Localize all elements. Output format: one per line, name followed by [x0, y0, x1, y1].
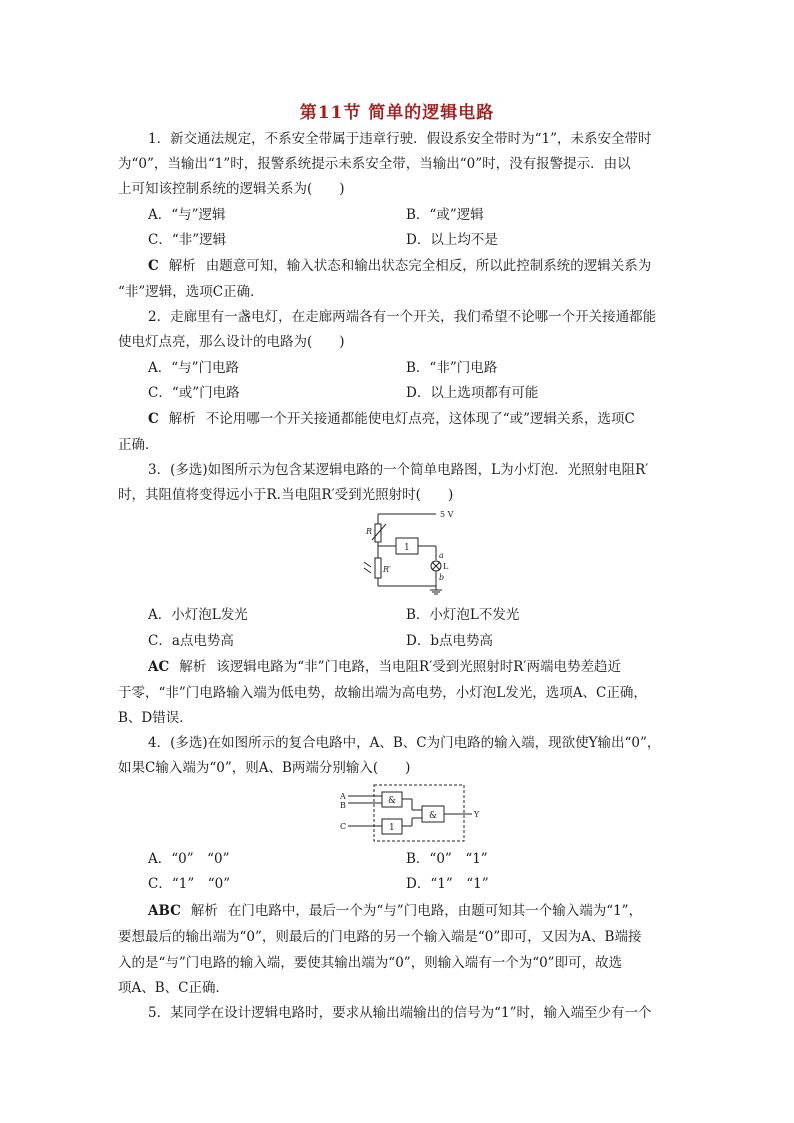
q1-solution-text: 由题意可知，输入状态和输出状态完全相反，所以此控制系统的逻辑关系为 — [205, 258, 652, 274]
q1-line-2: 为“0”，当输出“1”时，报警系统提示未系安全带，当输出“0”时，没有报警提示．由以 — [118, 156, 631, 172]
q1-option-a: A．“与”逻辑 — [148, 207, 226, 223]
q1-option-c: C．“非”逻辑 — [148, 232, 227, 248]
q3-gate-label: 1 — [404, 543, 410, 553]
q2-option-a: A．“与”门电路 — [148, 360, 240, 376]
q3-option-b: B．小灯泡L不发光 — [406, 607, 520, 623]
q2-option-d: D．以上选项都有可能 — [406, 385, 539, 401]
q4-or-gate-label: 1 — [389, 823, 395, 833]
q4-option-d: D．“1” “1” — [406, 876, 489, 892]
q3-line-2: 时，其阻值将变得远小于R.当电阻R′受到光照射时( ) — [118, 487, 454, 503]
q3-point-b-label: b — [439, 573, 445, 582]
q4-logic-diagram — [338, 782, 488, 844]
q4-input-b-label: B — [340, 801, 346, 810]
q1-option-d: D．以上均不是 — [406, 232, 498, 248]
q2-answer: C — [148, 411, 159, 427]
q1-solution-line-2: “非”逻辑，选项C正确． — [118, 284, 264, 300]
q4-line-2: 如果C输入端为“0”，则A、B两端分别输入( ) — [118, 760, 411, 776]
q3-line-1: 3．(多选)如图所示为包含某逻辑电路的一个简单电路图，L为小灯泡．光照射电阻R′ — [148, 462, 649, 478]
q4-option-b: B．“0” “1” — [406, 851, 488, 867]
q3-point-a-label: a — [439, 551, 444, 560]
q4-solution-line-2: 要想最后的输出端为“0”，则最后的门电路的另一个输入端是“0”即可，又因为A、B端接 — [118, 929, 642, 945]
q3-voltage-label: 5 V — [440, 510, 454, 519]
q4-solution-text: 在门电路中，最后一个为“与”门电路，由题可知其一个输入端为“1”， — [227, 903, 643, 919]
q1-option-b: B．“或”逻辑 — [406, 207, 484, 223]
q1-solution-line-1 — [148, 257, 651, 275]
q4-option-a: A．“0” “0” — [148, 851, 230, 867]
q3-option-a: A．小灯泡L发光 — [148, 607, 248, 623]
q2-analysis-label: 解析 — [168, 411, 196, 427]
q4-input-a-label: A — [340, 792, 346, 801]
q2-option-c: C．“或”门电路 — [148, 385, 240, 401]
q4-line-1: 4．(多选)在如图所示的复合电路中，A、B、C为门电路的输入端，现欲使Y输出“0”， — [148, 735, 661, 751]
q2-line-1: 2．走廊里有一盏电灯，在走廊两端各有一个开关，我们希望不论哪一个开关接通都能 — [148, 309, 657, 325]
q1-answer: C — [148, 258, 159, 274]
q4-option-c: C．“1” “0” — [148, 876, 231, 892]
q4-solution-line-1 — [148, 902, 642, 920]
q3-solution-line-3: B、D错误． — [118, 710, 193, 726]
q3-circuit-diagram — [358, 506, 468, 598]
q2-option-b: B．“非”门电路 — [406, 360, 498, 376]
q5-line-1: 5．某同学在设计逻辑电路时，要求从输出端输出的信号为“1”时，输入端至少有一个 — [148, 1005, 652, 1021]
q2-solution-text: 不论用哪一个开关接通都能使电灯点亮，这体现了“或”逻辑关系，选项C — [205, 411, 635, 427]
q3-lamp-label: L — [443, 562, 449, 571]
q3-solution-line-2: 于零，“非”门电路输入端为低电势，故输出端为高电势，小灯泡L发光，选项A、C正确， — [118, 685, 647, 701]
q4-solution-line-4: 项A、B、C正确． — [118, 980, 229, 996]
q3-solution-text: 该逻辑电路为“非”门电路，当电阻R′受到光照射时R′两端电势差趋近 — [216, 659, 621, 675]
q1-analysis-label: 解析 — [168, 258, 196, 274]
q3-answer: AC — [148, 659, 170, 675]
q4-and-gate-2-label: & — [429, 811, 438, 821]
q2-solution-line-1 — [148, 410, 635, 428]
q2-line-2: 使电灯点亮，那么设计的电路为( ) — [118, 334, 345, 350]
q4-analysis-label: 解析 — [190, 903, 218, 919]
q1-line-3: 上可知该控制系统的逻辑关系为( ) — [118, 181, 345, 197]
q4-answer: ABC — [148, 903, 181, 919]
page-title: 第11节 简单的逻辑电路 — [299, 103, 495, 123]
q3-solution-line-1 — [148, 658, 621, 676]
q4-and-gate-1-label: & — [388, 796, 397, 806]
q3-analysis-label: 解析 — [179, 659, 207, 675]
q1-line-1: 1．新交通法规定，不系安全带属于违章行驶．假设系安全带时为“1”，未系安全带时 — [148, 131, 652, 147]
q4-solution-line-3: 入的是“与”门电路的输入端，要使其输出端为“0”，则输入端有一个为“0”即可，故选 — [118, 955, 623, 971]
q4-input-c-label: C — [340, 822, 347, 831]
q3-option-c: C．a点电势高 — [148, 633, 234, 649]
q4-output-y-label: Y — [474, 810, 480, 819]
q3-resistor-rprime-label: R′ — [383, 565, 391, 574]
q3-option-d: D．b点电势高 — [406, 633, 493, 649]
q3-resistor-r-label: R — [366, 527, 373, 536]
q2-solution-line-2: 正确． — [118, 437, 159, 453]
